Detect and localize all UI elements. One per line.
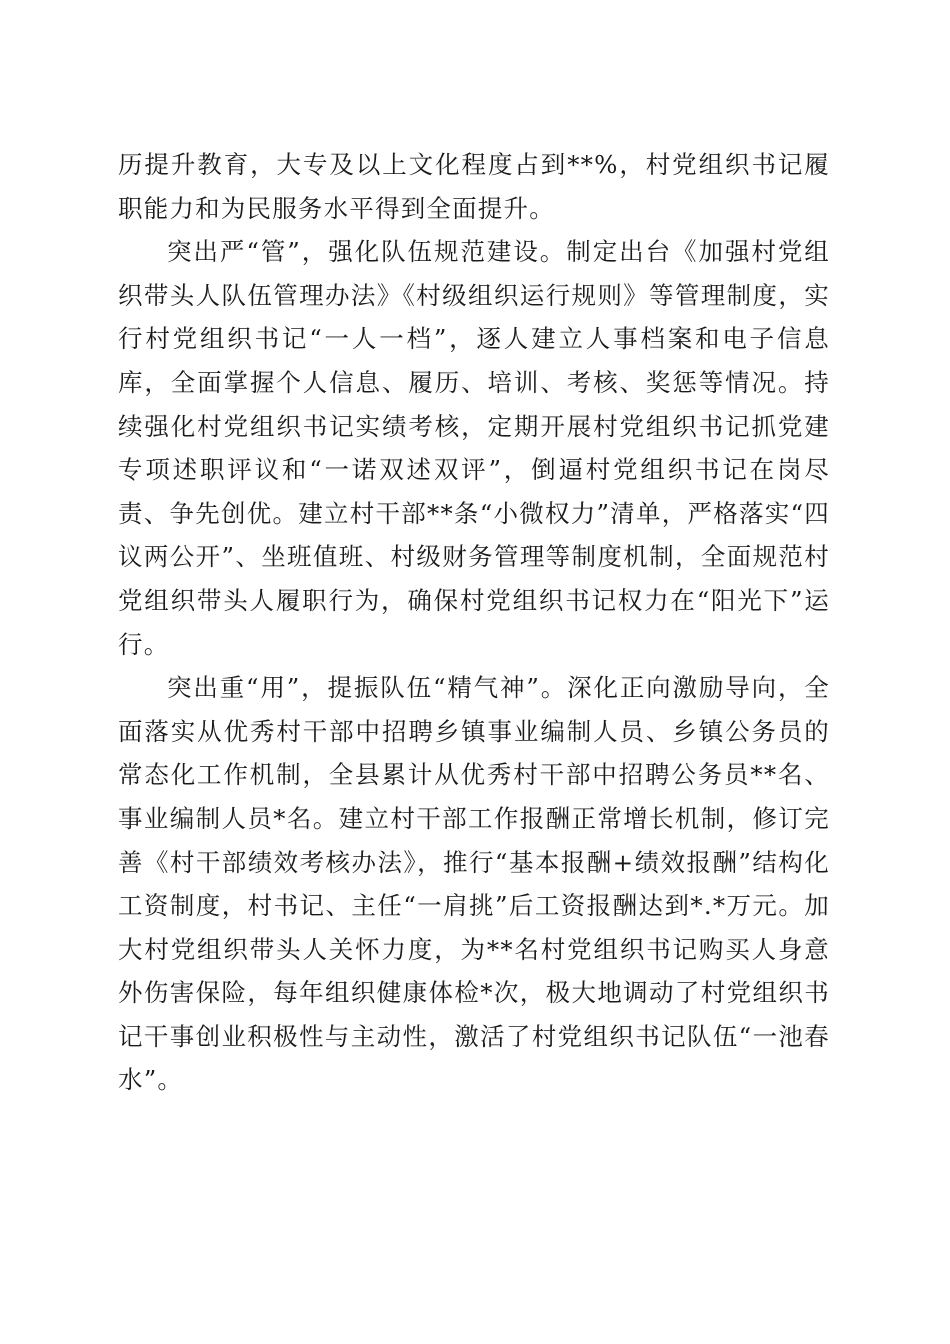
- paragraph-strict-management: 突出严“管”，强化队伍规范建设。制定出台《加强村党组织带头人队伍管理办法》《村级组织运行规则》等管理制度，实行村党组织书记“一人一档”，逐人建立人事档案和电子信息库，全面掌握个人信息、履历、培训、考核、奖惩等情况。持续强化村党组织书记实绩考核，定期开展村党组织书记抓党建专项述职评议和“一诺双述双评”，倒逼村党组织书记在岗尽责、争先创优。建立村干部**条“小微权力”清单，严格落实“四议两公开”、坐班值班、村级财务管理等制度机制，全面规范村党组织带头人履职行为，确保村党组织书记权力在“阳光下”运行。: [118, 237, 830, 659]
- paragraph-emphasis-on-use: 突出重“用”，提振队伍“精气神”。深化正向激励导向，全面落实从优秀村干部中招聘乡镇事业编制人员、乡镇公务员的常态化工作机制，全县累计从优秀村干部中招聘公务员**名、事业编制人员*名。建立村干部工作报酬正常增长机制，修订完善《村干部绩效考核办法》，推行“基本报酬+绩效报酬”结构化工资制度，村书记、主任“一肩挑”后工资报酬达到*.*万元。加大村党组织带头人关怀力度，为**名村党组织书记购买人身意外伤害保险，每年组织健康体检*次，极大地调动了村党组织书记干事创业积极性与主动性，激活了村党组织书记队伍“一池春水”。: [118, 673, 830, 1095]
- paragraph-continuation: 历提升教育，大专及以上文化程度占到**%，村党组织书记履职能力和为民服务水平得到全面提升。: [118, 150, 830, 223]
- document-body: [118, 143, 830, 1102]
